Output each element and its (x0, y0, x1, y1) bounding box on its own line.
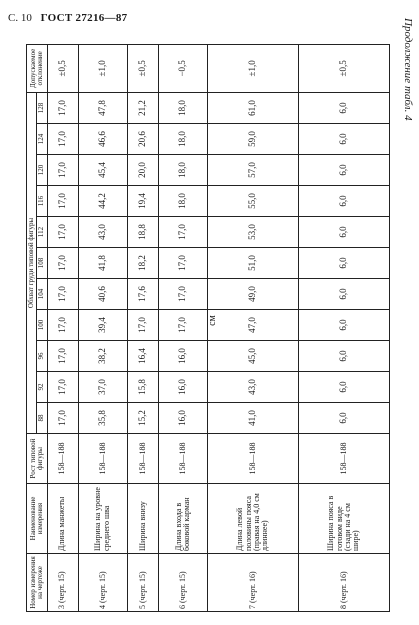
measurement-name: Ширина внизу (127, 484, 158, 554)
value-cell: 6,0 (298, 403, 389, 434)
table-row (78, 44, 127, 611)
value-cell: 55,0 (208, 186, 299, 217)
value-cell: 16,4 (127, 341, 158, 372)
chest-size-header: 128 (37, 92, 47, 123)
value-cell: 17,0 (158, 310, 207, 341)
value-cell: 59,0 (208, 124, 299, 155)
value-cell: 18,0 (158, 186, 207, 217)
continuation-label: Продолжение табл. 4 (402, 18, 414, 121)
value-cell: 43,0 (78, 217, 127, 248)
value-cell: 16,0 (158, 341, 207, 372)
value-cell: 6,0 (298, 124, 389, 155)
value-cell: 47,0 (208, 310, 299, 341)
table-row (127, 44, 158, 611)
value-cell: 46,6 (78, 124, 127, 155)
measurement-number: 8 (черт. 16) (298, 554, 389, 612)
value-cell: 17,0 (158, 217, 207, 248)
value-cell: 18,2 (127, 248, 158, 279)
value-cell: 18,0 (158, 124, 207, 155)
height-range: 158—188 (158, 434, 207, 484)
header-chest-group: Обхват груди типовой фигуры (27, 92, 37, 433)
value-cell: 57,0 (208, 155, 299, 186)
value-cell: 17,0 (47, 403, 78, 434)
chest-size-header: 124 (37, 124, 47, 155)
value-cell: 41,8 (78, 248, 127, 279)
measurement-name: Длина манжеты (47, 484, 78, 554)
measurement-number: 5 (черт. 15) (127, 554, 158, 612)
value-cell: 44,2 (78, 186, 127, 217)
value-cell: 6,0 (298, 186, 389, 217)
header-height: Рост типовой фигуры (27, 434, 48, 484)
height-range: 158—188 (127, 434, 158, 484)
height-range: 158—188 (78, 434, 127, 484)
value-cell: 15,2 (127, 403, 158, 434)
value-cell: 40,6 (78, 279, 127, 310)
chest-size-header: 112 (37, 217, 47, 248)
table-row (158, 44, 207, 611)
header-name: Наименование измерения (27, 484, 48, 554)
measurement-name: Ширина на уровне среднего шва (78, 484, 127, 554)
page-header (8, 12, 127, 24)
value-cell: 18,0 (158, 92, 207, 123)
tolerance-cell: −0,5 (158, 44, 207, 92)
chest-size-header: 88 (37, 403, 47, 434)
value-cell: 17,6 (127, 279, 158, 310)
tolerance-cell: ±1,0 (78, 44, 127, 92)
page-number: С. 10 (8, 12, 32, 24)
tolerance-cell: ±0,5 (298, 44, 389, 92)
value-cell: 45,4 (78, 155, 127, 186)
value-cell: 17,0 (47, 217, 78, 248)
header-number: Номер измерения на чертеже (27, 554, 48, 612)
measurement-number: 7 (черт. 16) (208, 554, 299, 612)
value-cell: 47,8 (78, 92, 127, 123)
value-cell: 37,0 (78, 372, 127, 403)
value-cell: 6,0 (298, 217, 389, 248)
value-cell: 43,0 (208, 372, 299, 403)
chest-size-header: 104 (37, 279, 47, 310)
value-cell: 17,0 (47, 155, 78, 186)
chest-size-header: 100 (37, 310, 47, 341)
value-cell: 17,0 (47, 124, 78, 155)
value-cell: 17,0 (47, 372, 78, 403)
measurement-number: 6 (черт. 15) (158, 554, 207, 612)
value-cell: 6,0 (298, 92, 389, 123)
chest-size-header: 96 (37, 341, 47, 372)
value-cell: 20,0 (127, 155, 158, 186)
table-row (47, 44, 78, 611)
value-cell: 16,0 (158, 372, 207, 403)
value-cell: 45,0 (208, 341, 299, 372)
value-cell: 6,0 (298, 341, 389, 372)
value-cell: 17,0 (158, 279, 207, 310)
value-cell: 6,0 (298, 310, 389, 341)
measurement-number: 3 (черт. 15) (47, 554, 78, 612)
table-row (298, 44, 389, 611)
value-cell: 17,0 (47, 92, 78, 123)
value-cell: 6,0 (298, 372, 389, 403)
value-cell: 15,8 (127, 372, 158, 403)
value-cell: 21,2 (127, 92, 158, 123)
value-cell: 17,0 (47, 186, 78, 217)
value-cell: 41,0 (208, 403, 299, 434)
tolerance-cell: ±0,5 (127, 44, 158, 92)
value-cell: 18,0 (158, 155, 207, 186)
value-cell: 17,0 (47, 310, 78, 341)
measurements-table (26, 44, 390, 612)
value-cell: 20,6 (127, 124, 158, 155)
value-cell: 6,0 (298, 248, 389, 279)
chest-size-header: 92 (37, 372, 47, 403)
header-tolerance: Допускаемое отклонение (27, 44, 48, 92)
standard-number: ГОСТ 27216—87 (40, 12, 128, 24)
value-cell: 16,0 (158, 403, 207, 434)
chest-size-header: 108 (37, 248, 47, 279)
height-range: 158—188 (208, 434, 299, 484)
measurement-name: Ширина пояса в готовом виде (сзади на 4 см шире) (298, 484, 389, 554)
unit-label: см (206, 315, 218, 326)
tolerance-cell: ±1,0 (208, 44, 299, 92)
rotated-table-wrapper (26, 45, 390, 612)
measurement-name: Длина левой половины пояса (правая на 4,0 см длиннее) (208, 484, 299, 554)
value-cell: 17,0 (47, 341, 78, 372)
value-cell: 18,8 (127, 217, 158, 248)
value-cell: 38,2 (78, 341, 127, 372)
value-cell: 17,0 (47, 279, 78, 310)
value-cell: 17,0 (127, 310, 158, 341)
value-cell: 39,4 (78, 310, 127, 341)
value-cell: 49,0 (208, 279, 299, 310)
height-range: 158—188 (298, 434, 389, 484)
tolerance-cell: ±0,5 (47, 44, 78, 92)
height-range: 158—188 (47, 434, 78, 484)
value-cell: 51,0 (208, 248, 299, 279)
value-cell: 61,0 (208, 92, 299, 123)
measurement-number: 4 (черт. 15) (78, 554, 127, 612)
table-body (47, 44, 389, 611)
value-cell: 17,0 (158, 248, 207, 279)
measurement-name: Длина входа в боковой карман (158, 484, 207, 554)
value-cell: 19,4 (127, 186, 158, 217)
chest-size-header: 120 (37, 155, 47, 186)
value-cell: 6,0 (298, 279, 389, 310)
value-cell: 35,8 (78, 403, 127, 434)
table-row (208, 44, 299, 611)
value-cell: 6,0 (298, 155, 389, 186)
value-cell: 53,0 (208, 217, 299, 248)
chest-size-header: 116 (37, 186, 47, 217)
value-cell: 17,0 (47, 248, 78, 279)
